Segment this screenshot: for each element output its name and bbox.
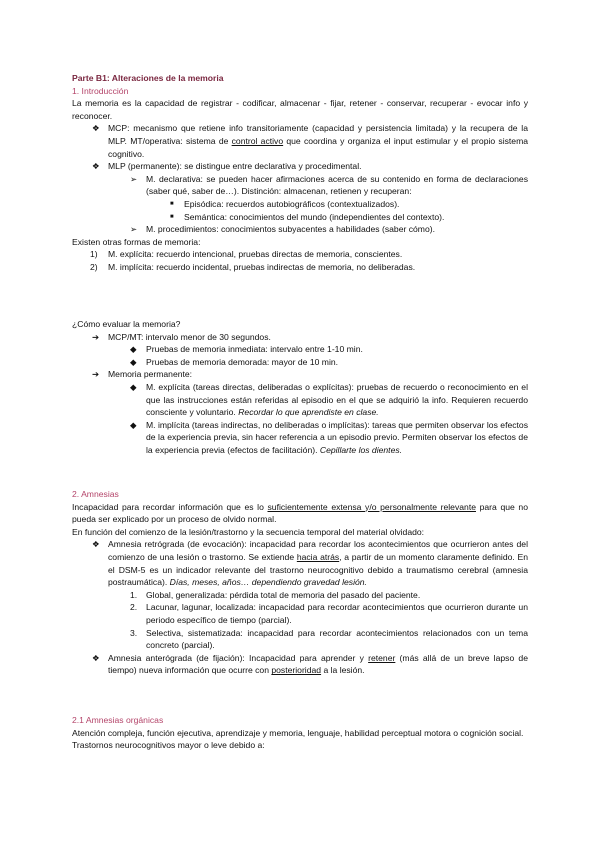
text: M. procedimientos: conocimientos subyacentes a habilidades (saber cómo). bbox=[146, 224, 435, 235]
text: Selectiva, sistematizada: incapacidad para recordar acontecimientos relacionados con un tema concreto (parcial). bbox=[146, 627, 528, 651]
text: M. implícita: recuerdo incidental, pruebas indirectas de memoria, no deliberadas. bbox=[108, 261, 416, 272]
diamond-bullet-icon: ◆ bbox=[130, 381, 137, 392]
section-introduccion bbox=[72, 72, 528, 274]
ordered-item bbox=[72, 627, 528, 652]
paragraph: En función del comienzo de la lesión/trastorno y la secuencia temporal del material olvidado: bbox=[72, 526, 425, 537]
text: M. implícita (tareas indirectas, no deliberadas o implícitas): tareas que permiten observar los efectos de la experiencia previa, sin hacer referencia a un episodio previo. Permiten observar los efectos de la experiencia previa (efectos de facilitación). bbox=[146, 419, 528, 455]
list-number: 3. bbox=[130, 627, 138, 638]
text: M. explícita (tareas directas, deliberadas o explícitas): pruebas de recuerdo o reconocimiento en el que las instrucciones están referidas al episodio en el que se adquirió la info. Requieren recuerdo consciente y voluntario. bbox=[146, 381, 528, 418]
italic-example: Recordar lo que aprendiste en clase. bbox=[238, 407, 379, 418]
text: Pruebas de memoria demorada: mayor de 10 min. bbox=[146, 356, 339, 367]
section-evaluacion bbox=[72, 318, 528, 457]
text: Amnesia anterógrada (de fijación): Incapacidad para aprender y bbox=[108, 652, 369, 663]
text: M. explícita: recuerdo intencional, pruebas directas de memoria, conscientes. bbox=[108, 249, 403, 260]
list-number: 2. bbox=[130, 602, 138, 613]
question: ¿Cómo evaluar la memoria? bbox=[72, 319, 181, 329]
part-title: Parte B1: Alteraciones de la memoria bbox=[72, 73, 224, 83]
subbullet-declarativa bbox=[72, 173, 528, 198]
square-bullet-icon: ■ bbox=[170, 200, 174, 207]
diamond-bullet-icon: ❖ bbox=[92, 161, 100, 172]
diamond-bullet-icon: ◆ bbox=[130, 344, 137, 355]
text: Episódica: recuerdos autobiográficos (contextualizados). bbox=[184, 198, 400, 209]
diamond-item bbox=[72, 343, 528, 356]
paragraph: Existen otras formas de memoria: bbox=[72, 236, 201, 247]
paragraph bbox=[72, 501, 528, 526]
arrow-bullet-icon: ➔ bbox=[92, 331, 100, 342]
underlined-text: suficientemente extensa y/o personalmente relevante bbox=[267, 501, 476, 512]
paragraph: Trastornos neurocognitivos mayor o leve debido a: bbox=[72, 740, 265, 751]
list-number: 1. bbox=[130, 589, 138, 600]
section-heading: 1. Introducción bbox=[72, 85, 129, 96]
text: , a partir de un momento claramente definido. En el DSM-5 es un indicador relevante del trastorno neurocognitivo debido a traumatismo cerebral (amnesia postraumática). bbox=[108, 551, 528, 588]
text: Lacunar, lagunar, localizada: incapacidad para recordar acontecimientos que ocurrieron durante un periodo específico de tiempo (parcial). bbox=[146, 602, 528, 625]
numbered-item bbox=[72, 248, 528, 261]
arrowhead-bullet-icon: ➢ bbox=[130, 173, 138, 184]
text: Amnesia retrógrada (de evocación): incapacidad para recordar los acontecimientos que ocurrieron antes del comienzo de una lesión o trastorno. Se extiende bbox=[108, 539, 528, 562]
text: M. declarativa: se pueden hacer afirmaciones acerca de su contenido en forma de declaraciones (saber qué, saber de…). Distinción: almacenan, retienen y recuperan: bbox=[146, 173, 528, 197]
diamond-bullet-icon: ❖ bbox=[92, 652, 100, 663]
text: Memoria permanente: bbox=[108, 369, 193, 380]
section-amnesias bbox=[72, 488, 528, 677]
text: Pruebas de memoria inmediata: intervalo entre 1-10 min. bbox=[146, 344, 363, 355]
arrow-bullet-icon: ➔ bbox=[92, 369, 100, 380]
bullet-anterograda bbox=[72, 652, 528, 677]
diamond-item bbox=[72, 356, 528, 369]
italic-example: Cepillarte los dientes. bbox=[319, 444, 403, 455]
diamond-bullet-icon: ◆ bbox=[130, 356, 137, 367]
text: Global, generalizada: pérdida total de memoria del pasado del paciente. bbox=[146, 589, 421, 600]
text: para que no pueda ser explicado por un proceso de olvido normal. bbox=[72, 501, 528, 525]
text: Incapacidad para recordar información que es lo bbox=[72, 501, 268, 512]
bullet-retrograda bbox=[72, 538, 528, 588]
paragraph: Atención compleja, función ejecutiva, aprendizaje y memoria, lenguaje, habilidad perceptual motora o cognición social. bbox=[72, 727, 524, 738]
ordered-item bbox=[72, 589, 528, 602]
bullet-mlp bbox=[72, 160, 528, 173]
ordered-item bbox=[72, 601, 528, 626]
section-amnesias-organicas bbox=[72, 714, 528, 752]
underlined-text: posterioridad bbox=[271, 665, 322, 676]
underlined-text: control activo bbox=[231, 135, 284, 146]
text: a la lesión. bbox=[321, 665, 365, 676]
bullet-mcp bbox=[72, 122, 528, 160]
subsection-heading: 2.1 Amnesias orgánicas bbox=[72, 715, 164, 725]
arrow-item bbox=[72, 368, 528, 381]
text: MCP/MT: intervalo menor de 30 segundos. bbox=[108, 331, 271, 342]
diamond-item bbox=[72, 419, 528, 457]
italic-example: Días, meses, años… dependiendo gravedad lesión. bbox=[169, 577, 367, 588]
paragraph: La memoria es la capacidad de registrar - codificar, almacenar - fijar, retener - conservar, recuperar - evocar info y reconocer. bbox=[72, 98, 528, 121]
arrow-item bbox=[72, 331, 528, 344]
text: que coordina y organiza el input estimular y el propio sistema cognitivo. bbox=[108, 135, 529, 159]
underlined-text: hacia atrás bbox=[296, 551, 340, 562]
numbered-item bbox=[72, 261, 528, 274]
subbullet-procedimientos bbox=[72, 223, 528, 236]
text: MLP (permanente): se distingue entre declarativa y procedimental. bbox=[108, 161, 362, 172]
subsubbullet-episodica bbox=[72, 198, 528, 211]
arrowhead-bullet-icon: ➢ bbox=[130, 224, 138, 235]
text: MCP: mecanismo que retiene info transitoriamente (capacidad y persistencia limitada) y la recupera de la MLP. MT/operativa: sistema de bbox=[108, 123, 528, 146]
square-bullet-icon: ■ bbox=[170, 213, 174, 220]
text: Semántica: conocimientos del mundo (independientes del contexto). bbox=[184, 211, 445, 222]
diamond-bullet-icon: ❖ bbox=[92, 123, 100, 134]
diamond-item bbox=[72, 381, 528, 419]
diamond-bullet-icon: ◆ bbox=[130, 419, 137, 430]
text: (más allá de un breve lapso de tiempo) nueva información que ocurre con bbox=[108, 652, 528, 676]
diamond-bullet-icon: ❖ bbox=[92, 539, 100, 550]
list-number: 2) bbox=[90, 261, 98, 272]
list-number: 1) bbox=[90, 249, 98, 260]
underlined-text: retener bbox=[368, 652, 396, 663]
subsubbullet-semantica bbox=[72, 211, 528, 224]
section-heading: 2. Amnesias bbox=[72, 489, 119, 499]
